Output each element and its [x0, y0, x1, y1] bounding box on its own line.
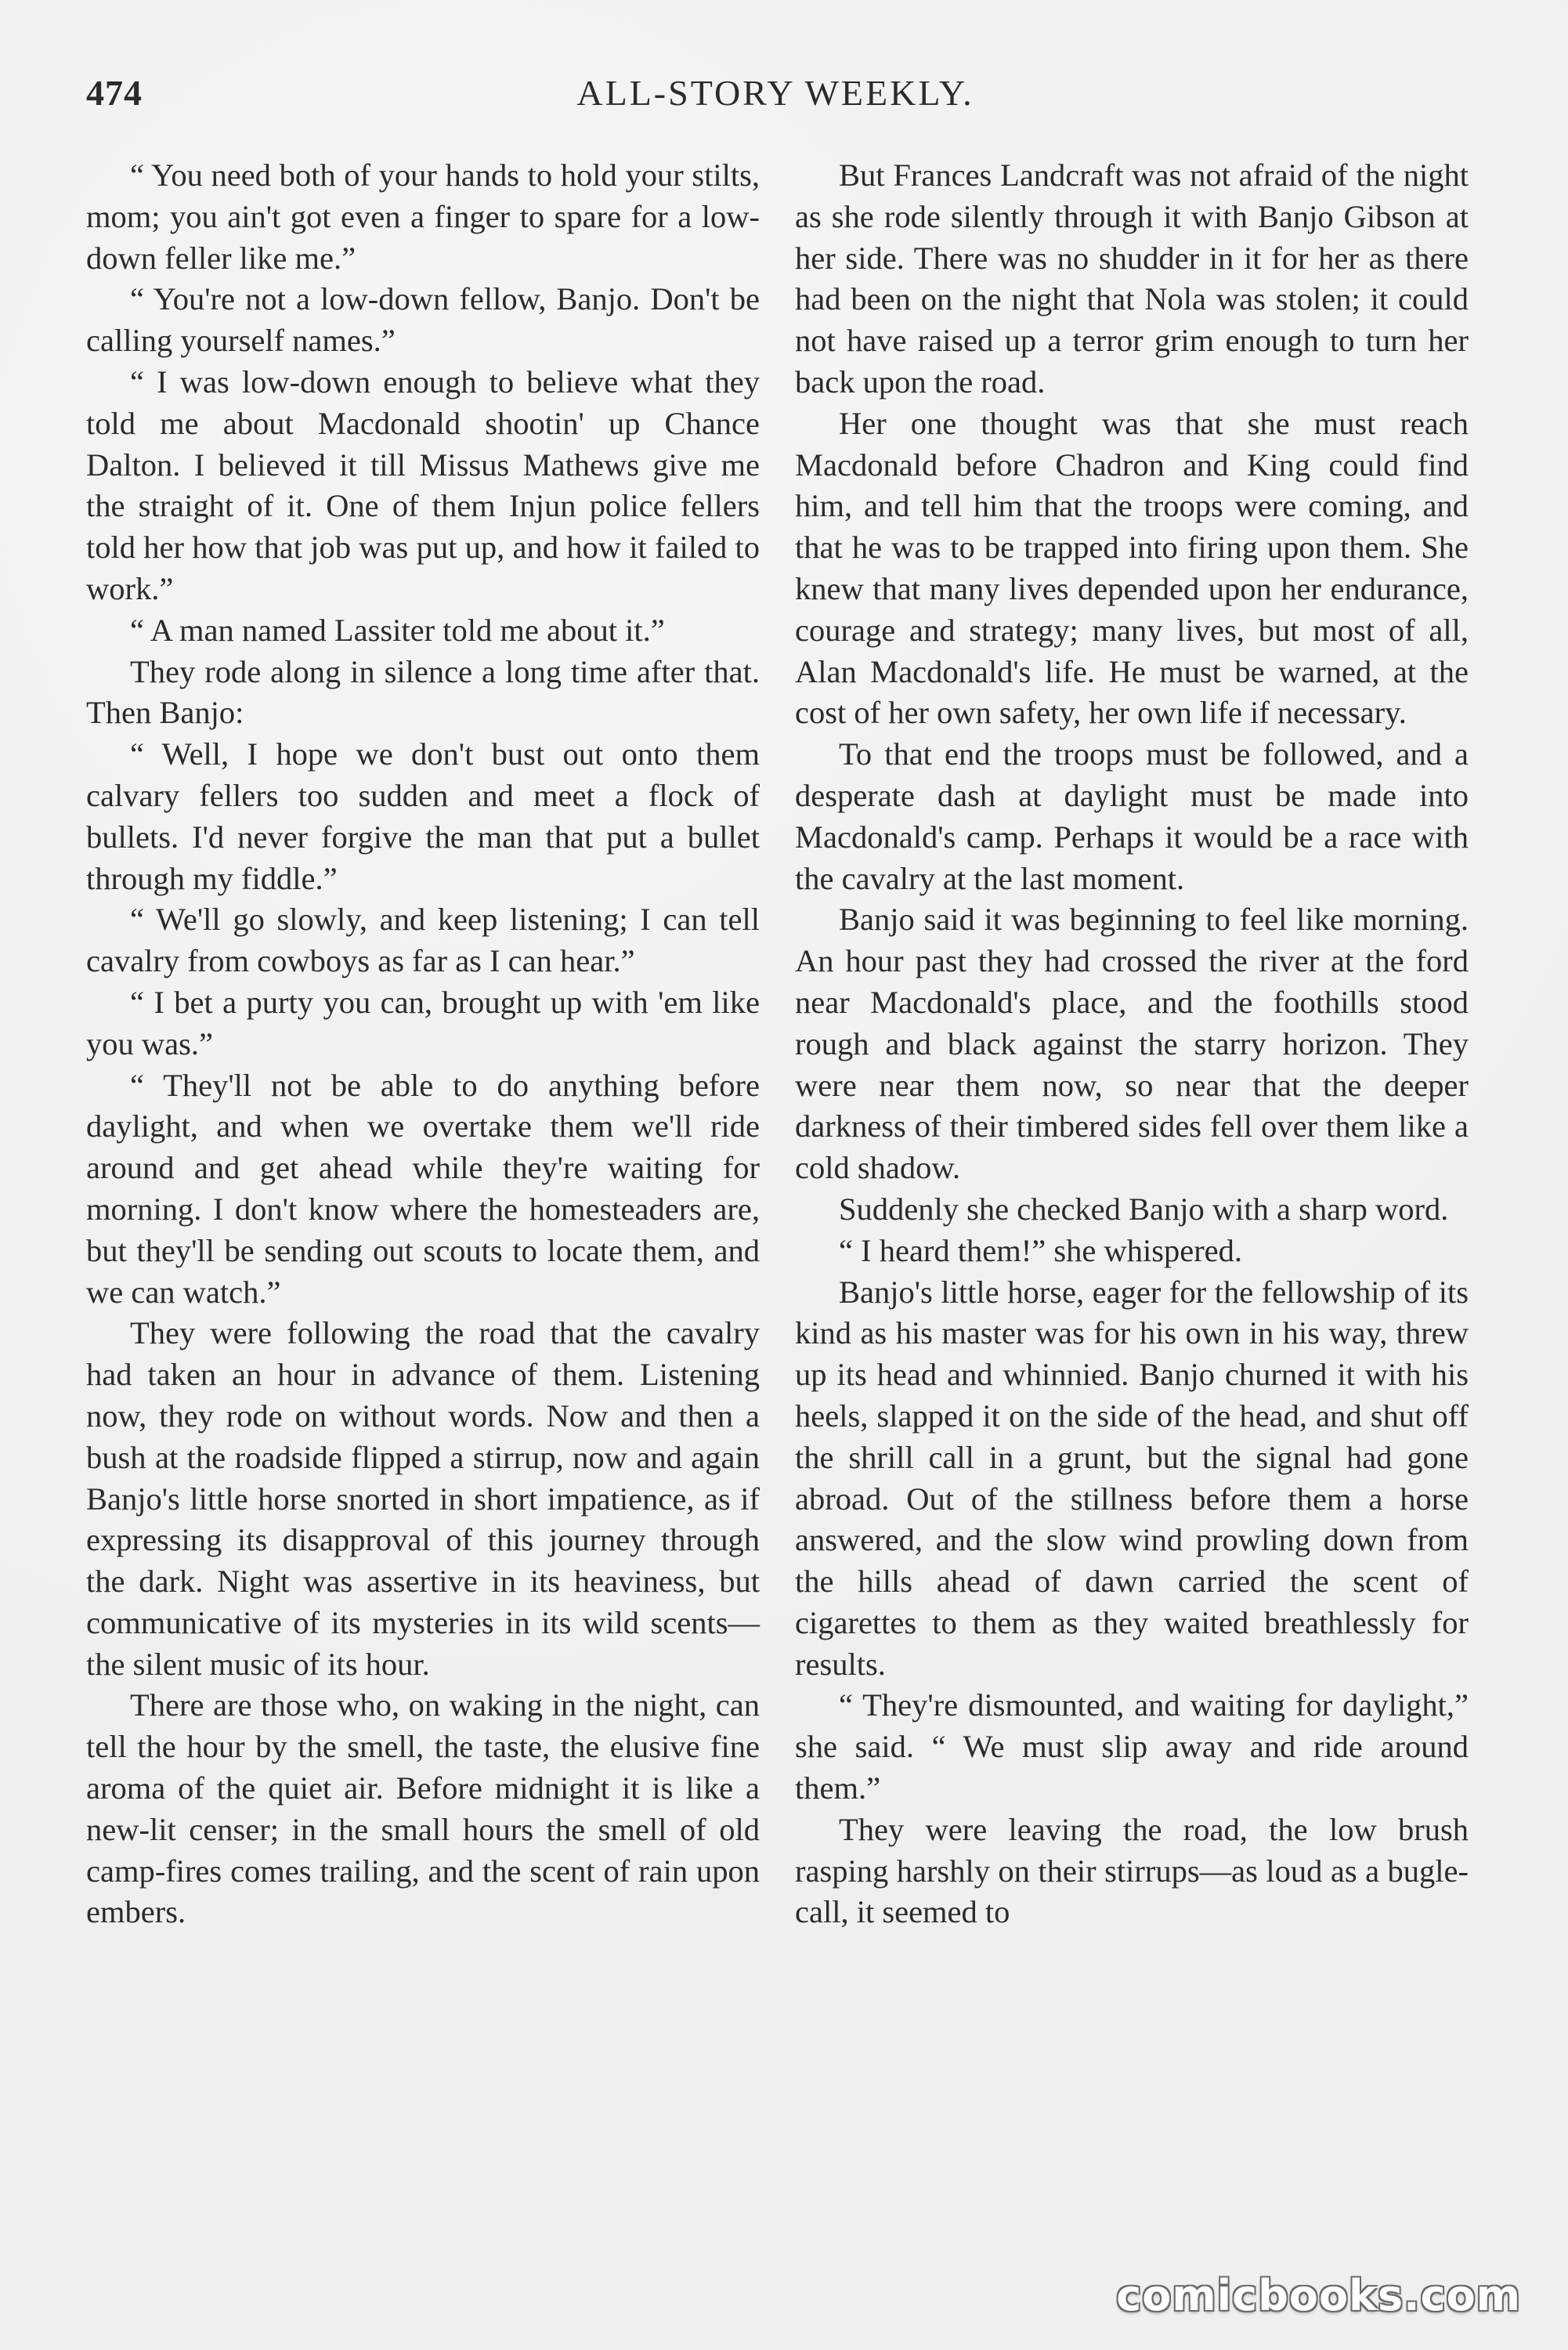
page-number: 474	[86, 73, 143, 113]
paragraph: “ I bet a purty you can, brought up with 'em like you was.”	[86, 984, 760, 1061]
right-column	[795, 155, 1469, 1933]
paragraph: To that end the troops must be followed, and a desperate dash at daylight must be made into Macdonald's camp. Perhaps it would be a race with the cavalry at the last moment.	[795, 736, 1469, 896]
paragraph: “ Well, I hope we don't bust out onto them calvary fellers too sudden and meet a flock of bullets. I'd never forgive the man that put a bullet through my fiddle.”	[86, 736, 760, 896]
page-header	[86, 72, 1465, 127]
paragraph: “ They'll not be able to do anything before daylight, and when we overtake them we'll ride around and get ahead while they're waiting for morning. I don't know where the homesteaders are, but they'll be sending out scouts to locate them, and we can watch.”	[86, 1067, 760, 1310]
paragraph: They were following the road that the cavalry had taken an hour in advance of them. Listening now, they rode on without words. Now and then a bush at the roadside flipped a stirrup, now and again Banjo's little horse snorted in short impatience, as if expressing its disapproval of this journey through the dark. Night was assertive in its heaviness, but communicative of its mysteries in its wild scents—the silent music of its hour.	[86, 1315, 760, 1682]
paragraph: “ You need both of your hands to hold your stilts, mom; you ain't got even a finger to spare for a low-down feller like me.”	[86, 157, 760, 276]
paragraph: They were leaving the road, the low brush rasping harshly on their stirrups—as loud as a bugle-call, it seemed to	[795, 1811, 1469, 1930]
paragraph: “ You're not a low-down fellow, Banjo. Don't be calling yourself names.”	[86, 281, 760, 359]
paragraph: They rode along in silence a long time after that. Then Banjo:	[86, 653, 760, 731]
paragraph: “ I was low-down enough to believe what they told me about Macdonald shootin' up Chance Dalton. I believed it till Missus Mathews give me the straight of it. One of them Injun police fellers told her how that job was put up, and how it failed to work.”	[86, 363, 760, 606]
paragraph: There are those who, on waking in the night, can tell the hour by the smell, the taste, the elusive fine aroma of the quiet air. Before midnight it is like a new-lit censer; in the small hours the smell of old camp-fires comes trailing, and the scent of rain upon embers.	[86, 1687, 760, 1930]
paragraph: Banjo's little horse, eager for the fellowship of its kind as his master was for his own in his way, threw up its head and whinnied. Banjo churned it with his heels, slapped it on the side of the head, and shut off the shrill call in a grunt, but the signal had gone abroad. Out of the stillness before them a horse answered, and the slow wind prowling down from the hills ahead of dawn carried the scent of cigarettes to them as they waited breathlessly for results.	[795, 1274, 1469, 1682]
running-head: ALL-STORY WEEKLY.	[576, 73, 974, 113]
paragraph: “ We'll go slowly, and keep listening; I can tell cavalry from cowboys as far as I can hear.”	[86, 902, 760, 979]
paragraph: “ They're dismounted, and waiting for daylight,” she said. “ We must slip away and ride around them.”	[795, 1687, 1469, 1806]
paragraph: Her one thought was that she must reach Macdonald before Chadron and King could find him, and tell him that the troops were coming, and that he was to be trapped into firing upon them. She knew that many lives depended upon her endurance, courage and strategy; many lives, but most of all, Alan Macdonald's life. He must be warned, at the cost of her own safety, her own life if necessary.	[795, 405, 1469, 731]
paragraph: “ A man named Lassiter told me about it.”	[130, 612, 665, 648]
watermark-logo: comicbooks.com	[1116, 2271, 1521, 2320]
paragraph: Suddenly she checked Banjo with a sharp word.	[839, 1191, 1449, 1227]
paragraph: “ I heard them!” she whispered.	[839, 1232, 1243, 1268]
paragraph: But Frances Landcraft was not afraid of the night as she rode silently through it with Banjo Gibson at her side. There was no shudder in it for her as there had been on the night that Nola was stolen; it could not have raised up a terror grim enough to turn her back upon the road.	[795, 157, 1469, 400]
left-column	[86, 155, 760, 1933]
paragraph: Banjo said it was beginning to feel like morning. An hour past they had crossed the river at the ford near Macdonald's place, and the foothills stood rough and black against the starry horizon. They were near them now, so near that the deeper darkness of their timbered sides fell over them like a cold shadow.	[795, 902, 1469, 1186]
